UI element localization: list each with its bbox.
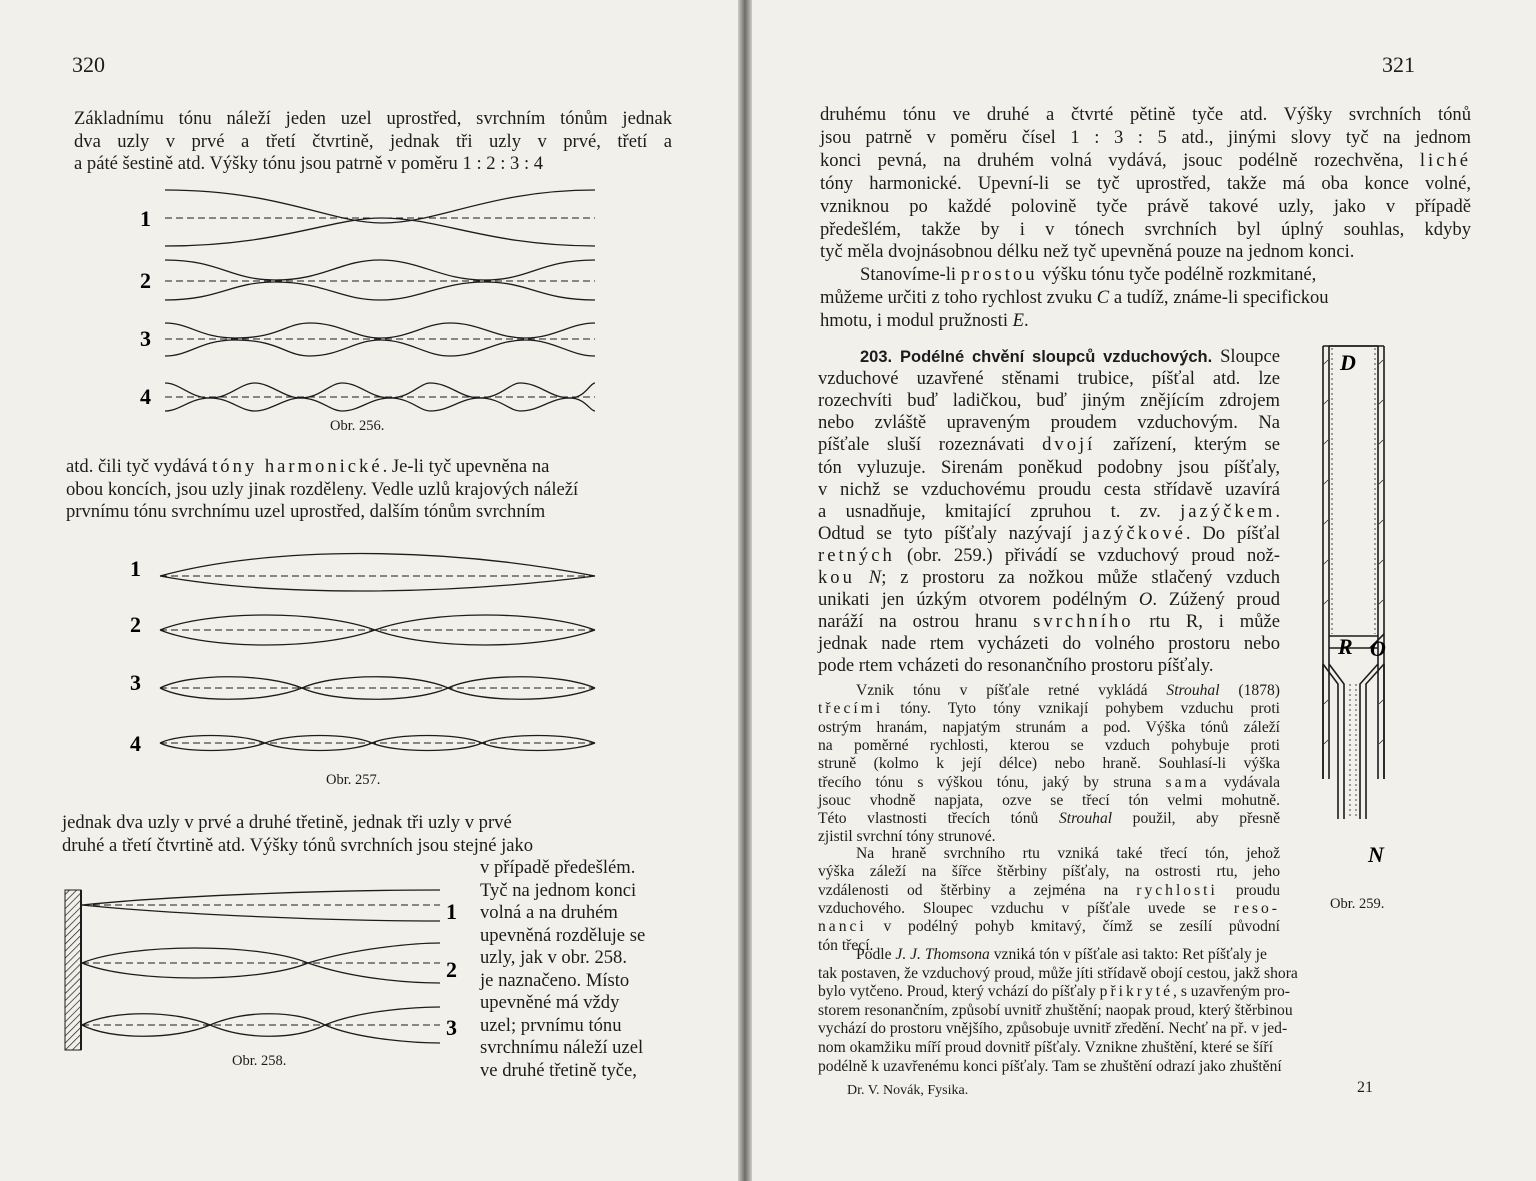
- text-run: jsouc vhodně napjata, ozve se třecí tón velmi mohutně.: [818, 791, 1280, 809]
- text-line: [818, 737, 1280, 755]
- text-line: [818, 792, 1280, 810]
- text-line: [820, 310, 1471, 331]
- fig258-label-1: 1: [446, 899, 457, 924]
- text-run: , s uzavřeným pro-: [1173, 983, 1290, 1001]
- fig259-caption: Obr. 259.: [1330, 896, 1385, 912]
- footer-author: Dr. V. Novák, Fysika.: [847, 1083, 969, 1098]
- text-run: tóny. Tyto tóny vznikají pohybem vzduchu proti: [883, 700, 1280, 718]
- text-run: podélně k uzavřenému konci píšťaly. Tam se zhuštění odrazí jako zhuštění: [818, 1057, 1282, 1075]
- text-line: ve druhé třetině tyče,: [480, 1059, 637, 1081]
- text-line: [818, 545, 1280, 566]
- text-run: můžeme určiti z toho rychlost zvuku: [820, 286, 1097, 308]
- text-line: je naznačeno. Místo: [480, 969, 630, 991]
- text-run: vzniká tón v píšťale asi takto: Ret píšťaly je: [989, 946, 1267, 963]
- text-run: storem resonančním, způsobí uvnitř zhuštění; naopak proud, který štěrbinou: [818, 1001, 1293, 1019]
- text-line: Základnímu tónu náleží jeden uzel uprostřed, svrchním tónům jednak: [74, 108, 672, 129]
- text-run: použil, aby přesně: [1112, 810, 1280, 828]
- text-line: [66, 501, 668, 522]
- text-run: jednak nade rtem vycházeti do volného prostoru nebo: [818, 633, 1280, 655]
- text-run: ostrým hranám, napjatým strunám a pod. Výška tónů záleží: [818, 718, 1280, 736]
- text-run: výšku tónu tyče podélně rozkmitané,: [1037, 264, 1317, 285]
- text-run: v nichž se vzduchovému proudu cesta střídavě uzavírá: [818, 478, 1280, 500]
- text-run: obou koncích, jsou uzly jinak rozděleny. Vedle uzlů krajových náleží: [66, 478, 579, 500]
- text-line: [818, 479, 1280, 500]
- text-line: dva uzly v prvé a třetí čtvrtině, jednak tři uzly v prvé, třetí a: [74, 130, 672, 152]
- spaced-emphasis: kou: [818, 567, 855, 588]
- spaced-emphasis: přikryté: [1099, 983, 1174, 1001]
- section-title: Podélné chvění sloupců vzduchových.: [900, 348, 1213, 366]
- fig258-label-2: 2: [446, 957, 457, 982]
- text-line: vzniknou po každé polovině tyče právě takové uzly, jako v případě: [820, 195, 1471, 217]
- fig256-label-2: 2: [140, 268, 151, 293]
- text-line: [818, 1002, 1473, 1020]
- left-page: [0, 0, 738, 1181]
- text-run: a usnadňuje, kmitající zpruhou t. zv.: [818, 500, 1181, 522]
- text-line: [818, 567, 1280, 588]
- text-run: bylo vytčeno. Proud, který vchází do píšťaly: [818, 983, 1100, 1001]
- text-line: [66, 456, 668, 477]
- fig258-label-3: 3: [446, 1015, 457, 1040]
- text-line: upevněná rozděluje se: [480, 924, 646, 946]
- fig256-label-1: 1: [140, 206, 151, 231]
- text-line: předešlém, takže by i v tónech svrchních byl úplný souhlas, kdyby: [820, 218, 1471, 240]
- fig257-label-4: 4: [130, 731, 141, 756]
- page-number: 321: [1382, 52, 1415, 77]
- text-run: třecího tónu s výškou tónu, jaký by struna: [818, 773, 1166, 791]
- text-line: [818, 755, 1280, 773]
- text-run: zjistil svrchní tóny strunové.: [818, 828, 996, 846]
- text-line: [818, 983, 1473, 1001]
- text-line: [818, 863, 1280, 881]
- text-line: volná a na druhém: [480, 902, 618, 923]
- text-run: Vznik tónu v píšťale retné vykládá: [856, 682, 1167, 699]
- text-run: výška záleží na šířce štěrbiny píšťaly, na ostrosti rtu, jeho: [818, 863, 1280, 881]
- spaced-emphasis: retných: [818, 544, 895, 566]
- spaced-emphasis: tóny harmonické: [212, 456, 383, 477]
- italic-term: C: [1096, 286, 1110, 308]
- text-line: [820, 287, 1471, 308]
- text-run: rtu R, i může: [1133, 611, 1280, 633]
- spaced-emphasis: rychlosti: [1136, 881, 1218, 899]
- text-line: [820, 150, 1471, 171]
- text-run: Na hraně svrchního rtu vzniká také třecí tón, jehož: [856, 845, 1280, 862]
- text-line: [818, 965, 1473, 983]
- text-line: [818, 390, 1280, 411]
- text-run: . Do píšťal: [1185, 522, 1281, 544]
- spaced-emphasis: prostou: [960, 264, 1038, 285]
- text-line: Tyč na jednom konci: [480, 879, 637, 901]
- text-line: svrchnímu náleží uzel: [480, 1037, 644, 1058]
- text-run: zařízení, kterým se: [1095, 434, 1280, 456]
- italic-term: N: [868, 567, 882, 588]
- text-line: [818, 700, 1280, 718]
- fig259-label-N: N: [1368, 842, 1384, 867]
- text-line: [818, 1039, 1473, 1057]
- text-line: tyč měla dvojnásobnou délku než tyč upevněná pouze na jednom konci.: [820, 241, 1355, 263]
- text-line: druhému tónu ve druhé a čtvrté pětině tyče atd. Výšky svrchních tónů: [820, 104, 1471, 125]
- italic-term: J. J. Thomsona: [895, 946, 990, 963]
- text-line: [818, 633, 1280, 654]
- fig257-label-2: 2: [130, 612, 141, 637]
- text-run: konci pevná, na druhém volná vydává, jsouc podélně rozechvěna,: [820, 149, 1420, 171]
- text-run: tón vyluzuje. Sirenám poněkud podobny jsou píšťaly,: [818, 456, 1280, 478]
- text-run: vzduchového. Sloupec vzduchu v píšťale uvede se: [818, 899, 1234, 917]
- text-run: .: [1024, 309, 1029, 331]
- text-run: struně (kolmo k její délce) nebo hraně. Souhlasí-li výška: [818, 755, 1280, 773]
- text-line: [818, 434, 1280, 455]
- text-run: v podélný pohyb kmitavý, čímž se zesílí původní: [866, 918, 1280, 936]
- text-line: [818, 457, 1280, 478]
- text-run: vychází do prostoru vnějšího, způsobuje uvnitř zředění. Nechť na př. v jed-: [818, 1020, 1288, 1038]
- text-run: tak postaven, že vzduchový proud, může jíti střídavě obojí cestou, jakž shora: [818, 964, 1298, 982]
- footer-sheet-number: 21: [1357, 1079, 1373, 1096]
- fig258-caption: Obr. 258.: [232, 1053, 287, 1069]
- figure-257: [120, 548, 610, 768]
- text-line: [818, 810, 1280, 828]
- text-line: [818, 828, 1280, 846]
- text-run: . Zúžený proud: [1152, 589, 1280, 611]
- text-line: tóny harmonické. Upevní-li se tyč uprostřed, takže má oba konce volné,: [820, 172, 1471, 194]
- text-line: [66, 479, 668, 500]
- text-line: upevněné má vždy: [480, 992, 620, 1013]
- text-run: .: [1275, 500, 1280, 522]
- fig257-label-3: 3: [130, 670, 141, 695]
- text-run: a tudíž, známe-li specifickou: [1109, 286, 1329, 308]
- figure-258: [60, 885, 470, 1055]
- spaced-emphasis: nanci: [818, 918, 867, 936]
- spaced-emphasis: jazýčkové: [1083, 522, 1186, 544]
- text-run: hmotu, i modul pružnosti: [820, 309, 1013, 331]
- fig256-label-3: 3: [140, 326, 151, 351]
- text-line: druhé a třetí čtvrtině atd. Výšky tónů svrchních jsou stejné jako: [62, 834, 534, 856]
- spaced-emphasis: reso-: [1233, 899, 1280, 917]
- text-run: pode rtem vcházeti do resonančního prostoru píšťaly.: [818, 655, 1214, 677]
- text-run: Sloupce: [1212, 346, 1280, 367]
- right-page: [752, 0, 1536, 1181]
- text-run: Stanovíme-li: [860, 264, 961, 285]
- text-line: [818, 946, 1473, 964]
- text-line: [818, 523, 1280, 544]
- text-run: (1878): [1219, 682, 1280, 699]
- text-line: [818, 589, 1280, 610]
- text-line: [818, 682, 1280, 700]
- text-run: ; z prostoru za nožkou může stlačený vzduch: [881, 567, 1280, 588]
- text-line: uzly, jak v obr. 258.: [480, 947, 628, 968]
- italic-term: E: [1012, 309, 1025, 331]
- text-line: v případě předešlém.: [480, 857, 636, 878]
- spaced-emphasis: svrchního: [1033, 611, 1134, 633]
- fig256-label-4: 4: [140, 384, 151, 409]
- text-line: [818, 845, 1280, 863]
- text-line: [818, 1058, 1473, 1076]
- text-run: unikati jen úzkým otvorem podélným: [818, 589, 1139, 611]
- text-run: tón třecí.: [818, 936, 874, 954]
- text-line: [818, 412, 1280, 433]
- section-number: 203.: [860, 348, 893, 366]
- page-number: 320: [72, 52, 105, 77]
- fig259-label-R: R: [1338, 634, 1353, 659]
- figure-256: [130, 178, 610, 428]
- book-gutter: [738, 0, 752, 1181]
- text-run: rozechvíti buď ladičkou, buď jiným znějícím zdrojem: [818, 390, 1280, 412]
- text-line: [820, 264, 1471, 285]
- spaced-emphasis: třecími: [818, 700, 884, 718]
- text-run: Odtud se tyto píšťaly nazývají: [818, 522, 1084, 544]
- text-run: Podle: [856, 946, 896, 963]
- text-line: jsou patrně v poměru čísel 1 : 3 : 5 atd., jinými slovy tyč na jednom: [820, 126, 1471, 148]
- italic-term: O: [1138, 589, 1153, 611]
- spaced-emphasis: sama: [1165, 773, 1210, 791]
- fig259-label-D: D: [1340, 350, 1356, 375]
- spaced-emphasis: liché: [1419, 149, 1471, 171]
- text-line: [818, 655, 1280, 676]
- text-run: vzdálenosti od štěrbiny a zejména na: [818, 881, 1137, 899]
- text-run: Této vlastnosti třecích tónů: [818, 810, 1059, 828]
- spaced-emphasis: dvojí: [1042, 434, 1096, 456]
- fig257-caption: Obr. 257.: [326, 772, 381, 788]
- text-run: vzduchové uzavřené stěnami trubice, píšťal atd. lze: [818, 368, 1280, 390]
- text-run: . Je-li tyč upevněna na: [382, 456, 550, 477]
- text-line: [818, 368, 1280, 389]
- text-line: [818, 611, 1280, 632]
- text-run: proudu: [1217, 881, 1280, 899]
- text-line: [818, 1020, 1473, 1038]
- text-run: naráží na ostrou hranu: [818, 611, 1034, 633]
- italic-term: Strouhal: [1166, 682, 1220, 699]
- text-line: [818, 918, 1280, 936]
- figure-259: [1320, 344, 1400, 900]
- text-run: nom okamžiku míří proud dovnitř píšťaly. Vznikne zhuštění, které se šíří: [818, 1039, 1273, 1056]
- text-line: jednak dva uzly v prvé a druhé třetině, jednak tři uzly v prvé: [62, 812, 512, 833]
- fig257-label-1: 1: [130, 556, 141, 581]
- fig259-label-O: O: [1370, 636, 1386, 661]
- text-line: uzel; prvnímu tónu: [480, 1014, 622, 1036]
- text-run: atd. čili tyč vydává: [66, 456, 213, 477]
- spaced-emphasis: jazýčkem: [1180, 500, 1276, 522]
- text-line: [818, 774, 1280, 792]
- text-line: [818, 346, 1280, 368]
- text-line: [818, 882, 1280, 900]
- text-run: (obr. 259.) přivádí se vzduchový proud nož-: [894, 544, 1280, 566]
- text-run: vydávala: [1209, 773, 1280, 791]
- text-line: [818, 501, 1280, 522]
- text-run: prvnímu tónu svrchnímu uzel uprostřed, dalším tónům svrchním: [66, 501, 546, 522]
- italic-term: Strouhal: [1058, 810, 1113, 828]
- text-run: nebo zvláště upraveným proudem vzduchovým. Na: [818, 412, 1280, 434]
- fig256-caption: Obr. 256.: [330, 418, 385, 434]
- text-run: píšťale sluší rozeznávati: [818, 434, 1043, 456]
- text-line: a páté šestině atd. Výšky tónu jsou patrně v poměru 1 : 2 : 3 : 4: [74, 153, 544, 174]
- text-line: [818, 719, 1280, 737]
- text-run: na poměrné rychlosti, kterou se vzduch pohybuje proti: [818, 736, 1280, 754]
- text-line: [818, 900, 1280, 918]
